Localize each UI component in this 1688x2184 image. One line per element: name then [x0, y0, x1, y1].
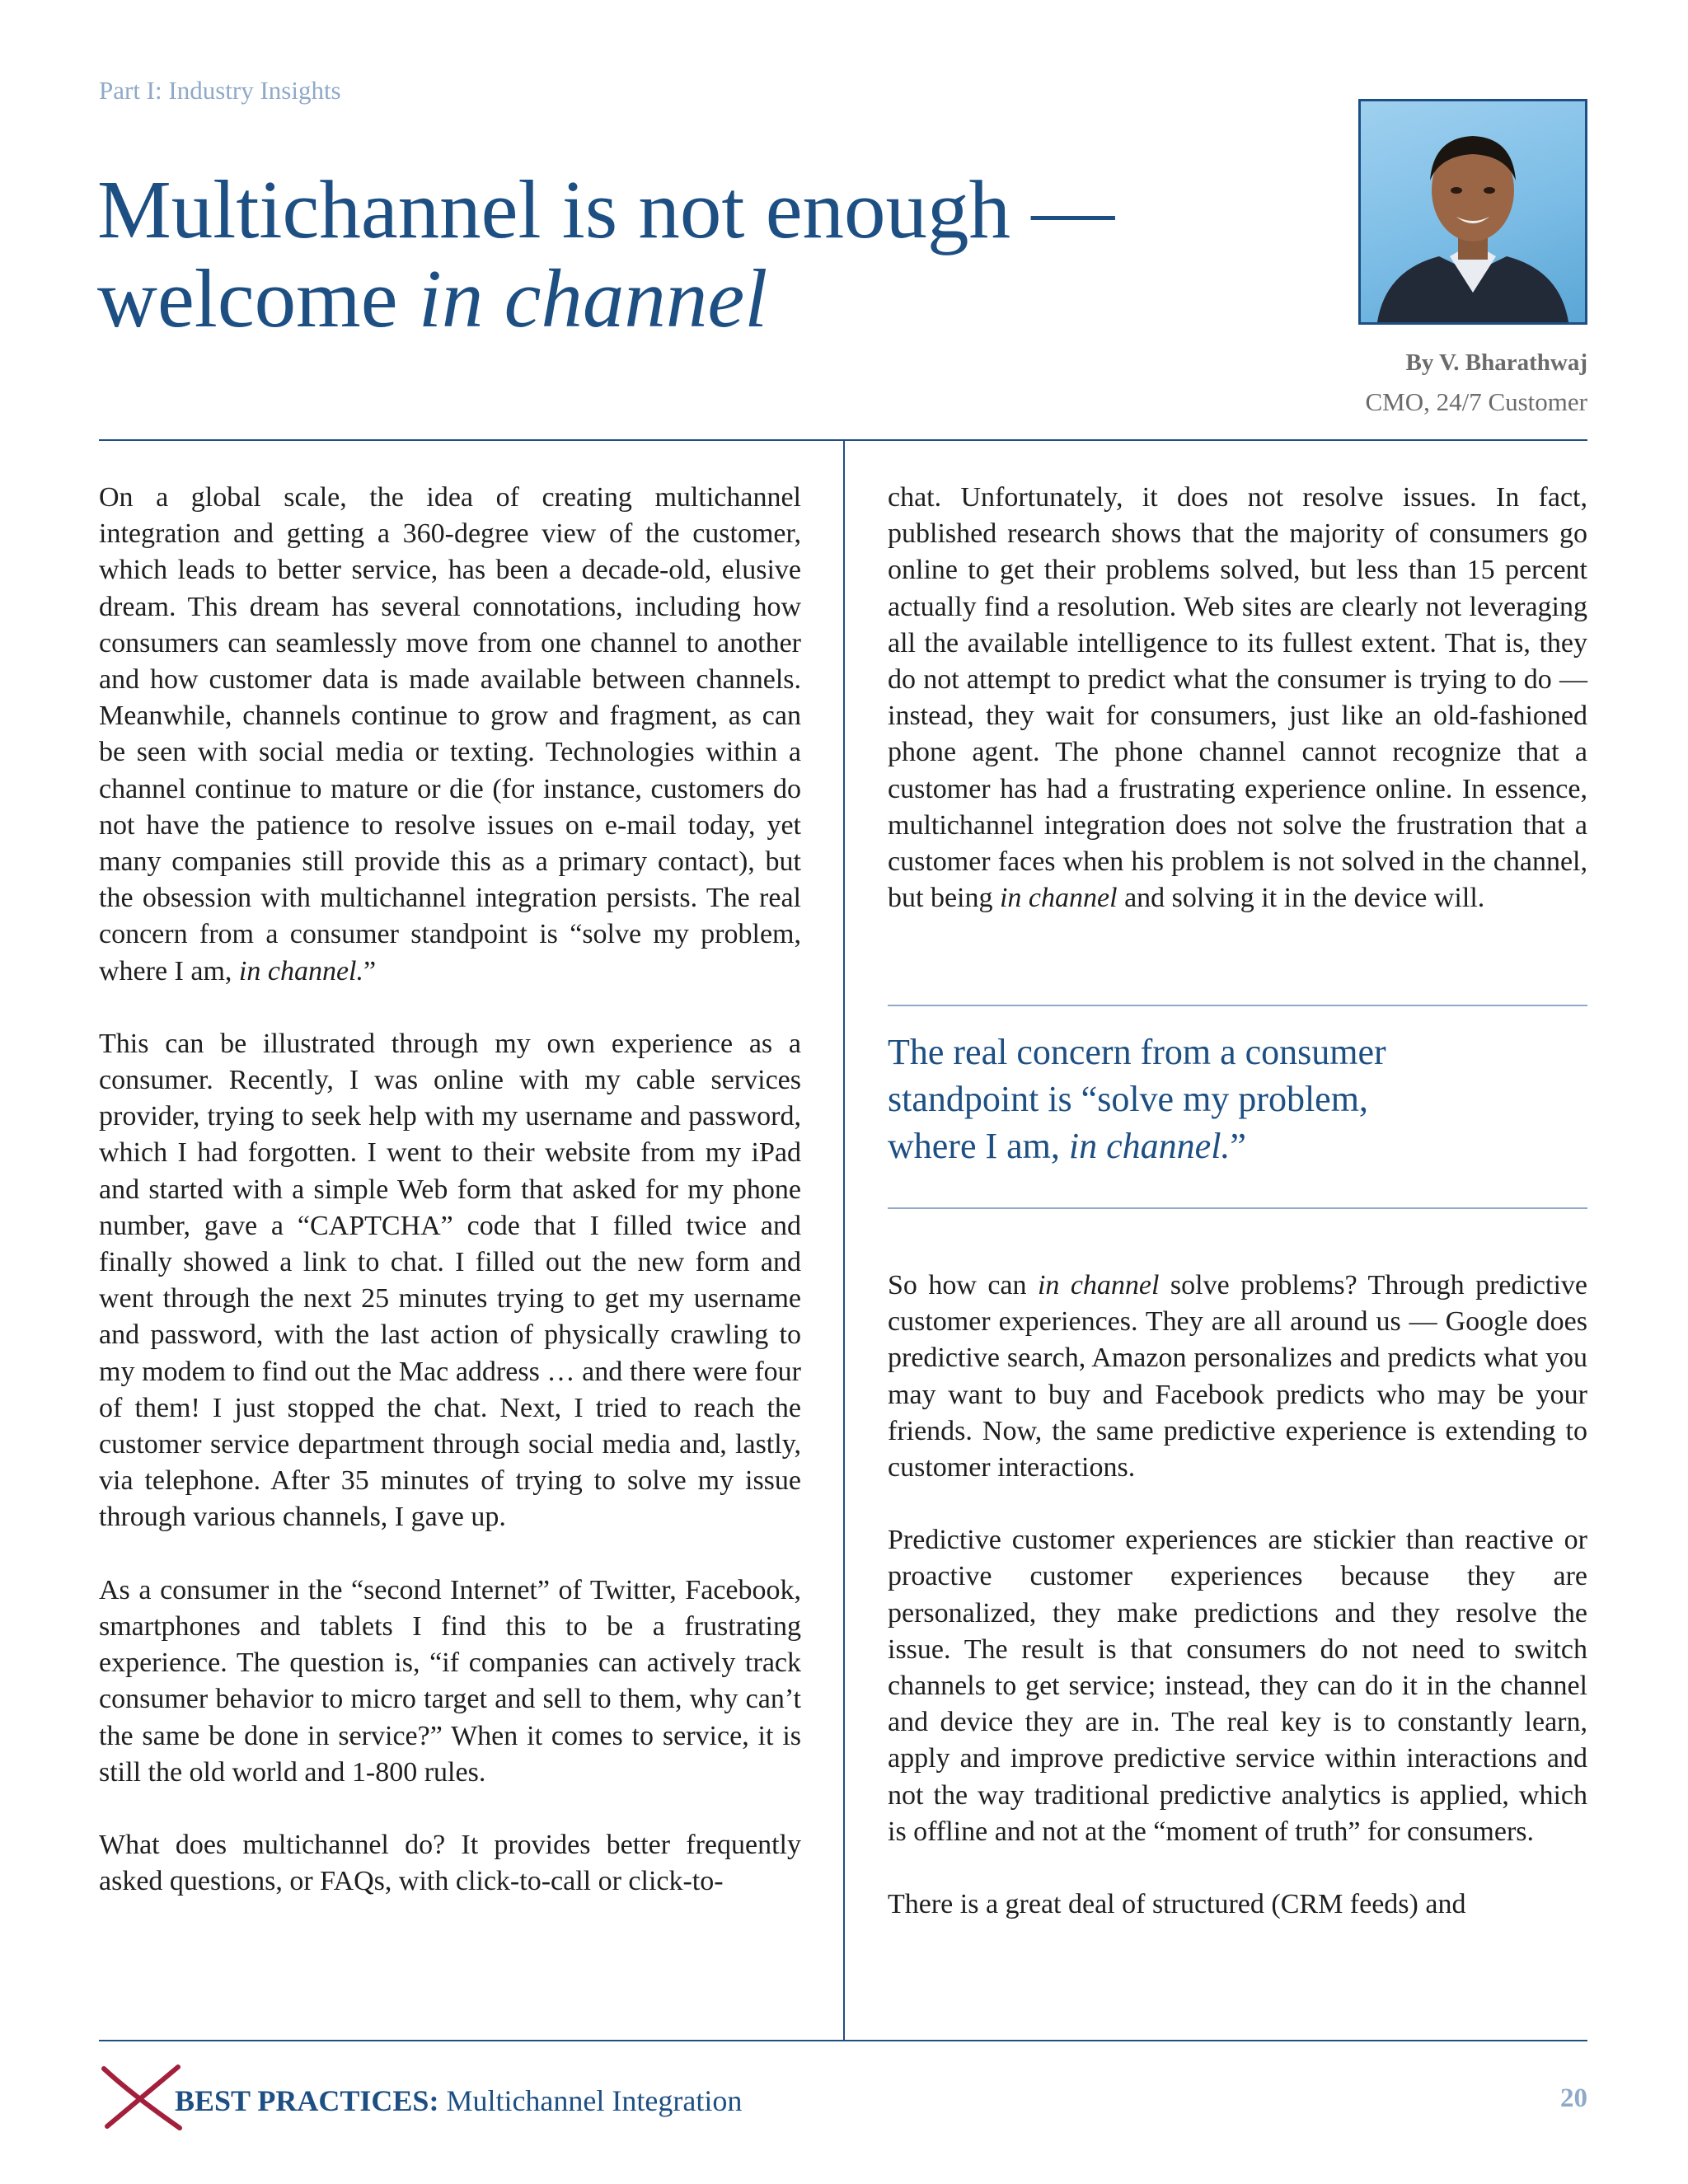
title-line-2-italic: in channel: [418, 252, 768, 344]
right-paragraph-2: So how can in channel solve problems? Through predictive customer experiences. They are all around us — Google does predictive search, Amazon personalizes and predicts what you may want to buy and Facebook predicts who may be your friends. Now, the same predictive experience is extending to customer interactions.: [888, 1270, 1588, 1483]
pull-quote: The real concern from a consumer standpoint is “solve my problem, where I am, in channel.”: [888, 1032, 1386, 1166]
left-paragraph-4: What does multichannel do? It provides better frequently asked questions, or FAQs, with click-to-call or click-to-: [99, 1829, 801, 1897]
right-column-upper: [888, 480, 1587, 953]
page-number: 20: [1560, 2083, 1587, 2113]
author-role: CMO, 24/7 Customer: [1365, 387, 1587, 416]
right-paragraph-3: Predictive customer experiences are stickier than reactive or proactive customer experiences because they are personalized, they make predictions and they resolve the issue. The result is that consumers do not need to switch channels to get service; instead, they can do it in the channel and device they are in. The real key is to constantly learn, apply and improve predictive service within interactions and not the way traditional predictive analytics is applied, which is offline and not at the “moment of truth” for consumers.: [888, 1525, 1587, 1847]
article-title: [97, 165, 1210, 343]
pull-quote-top-rule: [888, 1005, 1587, 1006]
footer-series-title: BEST PRACTICES: Multichannel Integration: [175, 2084, 743, 2117]
right-column-lower: [888, 1268, 1587, 1959]
pull-quote-bottom-rule: [888, 1207, 1587, 1209]
title-line-2: welcome: [97, 252, 419, 344]
author-name: By V. Bharathwaj: [1405, 349, 1587, 376]
left-paragraph-2: This can be illustrated through my own experience as a consumer. Recently, I was online with my cable services provider, trying to seek help with my username and password, which I had forgotten. I went to their website from my iPad and started with a simple Web form that asked for my phone number, gave a “CAPTCHA” code that I filled twice and finally showed a link to chat. I filled out the new form and went through the next 25 minutes trying to get my username and password, with the last action of physically crawling to my modem to find out the Mac address … and there were four of them! I just stopped the chat. Next, I tried to reach the customer service department through social media and, lastly, via telephone. After 35 minutes of trying to solve my issue through various channels, I gave up.: [99, 1028, 801, 1533]
footer-divider: [99, 2040, 1587, 2041]
title-line-1: Multichannel is not enough —: [97, 163, 1115, 255]
left-paragraph-3: As a consumer in the “second Internet” of Twitter, Facebook, smartphones and tablets I find this to be a frustrating experience. The question is, “if companies can actively track consumer behavior to micro target and sell to them, why can’t the same be done in service?” When it comes to service, it is still the old world and 1-800 rules.: [99, 1574, 801, 1788]
right-paragraph-4: There is a great deal of structured (CRM feeds) and: [888, 1889, 1466, 1920]
author-photo: [1358, 99, 1587, 325]
left-paragraph-1: On a global scale, the idea of creating multichannel integration and getting a 360-degree view of the customer, which leads to better service, has been a decade-old, elusive dream. This dream has several connotations, including how consumers can seamlessly move from one channel to another and how customer data is made available between channels. Meanwhile, channels continue to grow and fragment, as can be seen with social media or texting. Technologies within a channel continue to mature or die (for instance, customers do not have the patience to resolve issues on e-mail today, yet many companies still provide this as a primary contact), but the obsession with multichannel integration persists. The real concern from a consumer standpoint is “solve my problem, where I am, in channel.”: [99, 482, 801, 987]
left-column: [99, 480, 801, 1936]
column-divider: [843, 439, 845, 2041]
section-label: Part I: Industry Insights: [99, 76, 341, 105]
author-portrait-illustration: [1361, 101, 1585, 322]
right-paragraph-1: chat. Unfortunately, it does not resolve issues. In fact, published research shows that the majority of consumers go online to get their problems solved, but less than 15 percent actually find a resolution. Web sites are clearly not leveraging all the available intelligence to its fullest extent. That is, they do not attempt to predict what the consumer is trying to do — instead, they wait for consumers, just like an old-fashioned phone agent. The phone channel cannot recognize that a customer has had a frustrating experience online. In essence, multichannel integration does not solve the frustration that a customer faces when his problem is not solved in the channel, but being in channel and solving it in the device will.: [888, 482, 1587, 914]
